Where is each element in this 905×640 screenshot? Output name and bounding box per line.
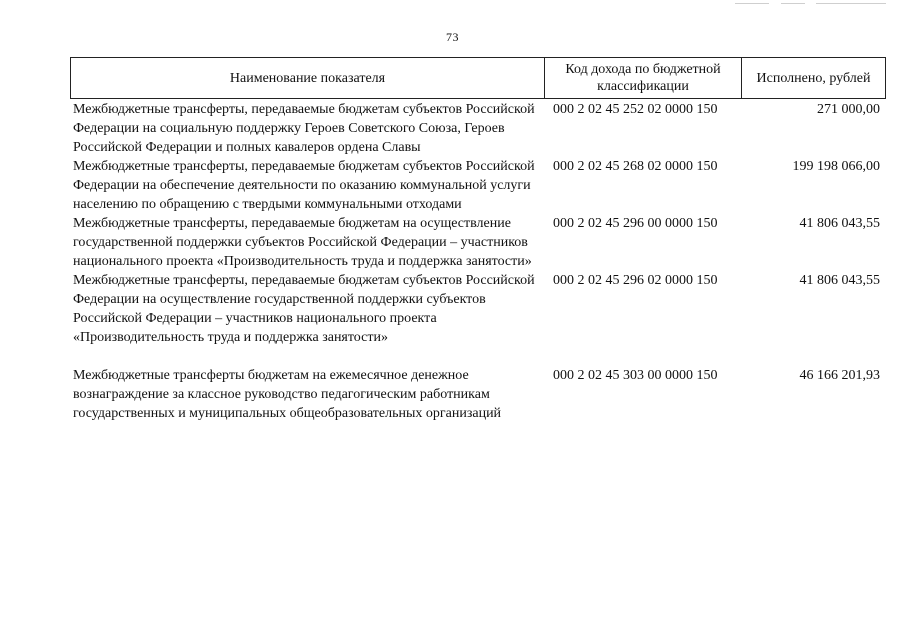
page-number: 73 bbox=[446, 30, 459, 44]
row-amount: 46 166 201,93 bbox=[799, 368, 880, 383]
table-row bbox=[70, 366, 886, 423]
table-header bbox=[70, 57, 886, 99]
scan-artifact-line bbox=[781, 3, 805, 4]
row-name: Межбюджетные трансферты бюджетам на ежемесячное денежное вознаграждение за классное руководство педагогическим работникам государственных и муниципальных общеобразовательных организаций bbox=[73, 368, 502, 421]
row-name: Межбюджетные трансферты, передаваемые бюджетам субъектов Российской Федерации на социальную поддержку Героев Советского Союза, Героев Российской Федерации и полных кавалеров ордена Славы bbox=[73, 102, 535, 155]
row-code: 000 2 02 45 268 02 0000 150 bbox=[553, 159, 718, 174]
scan-artifact-line bbox=[816, 3, 886, 4]
row-code: 000 2 02 45 252 02 0000 150 bbox=[553, 102, 718, 117]
header-code: Код дохода по бюджетной классификации bbox=[544, 58, 741, 98]
scan-artifact-line bbox=[735, 3, 769, 4]
row-name: Межбюджетные трансферты, передаваемые бюджетам на осуществление государственной поддержки субъектов Российской Федерации – участников национального проекта «Производительность труда и поддержка занятости» bbox=[73, 216, 532, 269]
header-amount: Исполнено, рублей bbox=[741, 58, 885, 98]
table-body bbox=[70, 100, 886, 423]
row-code: 000 2 02 45 296 02 0000 150 bbox=[553, 273, 718, 288]
budget-table bbox=[70, 57, 886, 423]
table-row bbox=[70, 271, 886, 347]
row-code: 000 2 02 45 303 00 0000 150 bbox=[553, 368, 718, 383]
row-amount: 41 806 043,55 bbox=[799, 216, 880, 231]
row-code: 000 2 02 45 296 00 0000 150 bbox=[553, 216, 718, 231]
row-amount: 271 000,00 bbox=[817, 102, 880, 117]
row-name: Межбюджетные трансферты, передаваемые бюджетам субъектов Российской Федерации на осуществление государственной поддержки субъектов Российской Федерации – участников национального проекта «Производительность труда и поддержка занятости» bbox=[73, 273, 535, 345]
table-row bbox=[70, 214, 886, 271]
table-row bbox=[70, 157, 886, 214]
header-name: Наименование показателя bbox=[229, 70, 386, 86]
row-amount: 199 198 066,00 bbox=[792, 159, 880, 174]
row-name: Межбюджетные трансферты, передаваемые бюджетам субъектов Российской Федерации на обеспечение деятельности по оказанию коммунальной услуги населению по обращению с твердыми коммунальными отходами bbox=[73, 159, 535, 212]
table-row bbox=[70, 100, 886, 157]
row-amount: 41 806 043,55 bbox=[799, 273, 880, 288]
